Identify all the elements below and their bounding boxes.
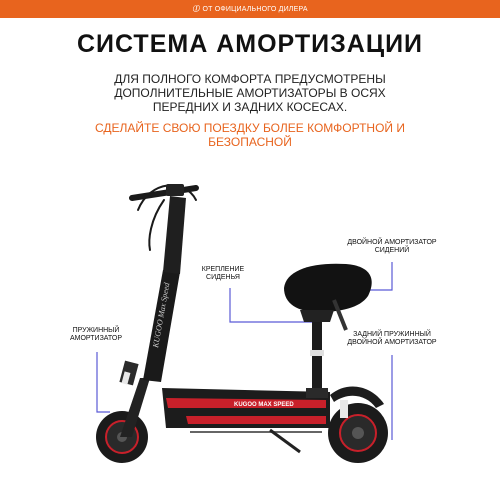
rear-wheel bbox=[328, 403, 388, 463]
top-banner bbox=[0, 0, 500, 18]
deck-brand-text: KUGOO MAX SPEED bbox=[234, 402, 294, 408]
spring-line bbox=[97, 352, 110, 412]
callout-spring-shock: ПРУЖИННЫЙ АМОРТИЗАТОР bbox=[69, 327, 123, 342]
callout-dual-seat-shock: ДВОЙНОЙ АМОРТИЗАТОР СИДЕНИЙ bbox=[347, 239, 437, 254]
steering-stem bbox=[143, 196, 186, 382]
deck bbox=[162, 388, 330, 432]
dealer-logo-icon: ⓛ bbox=[192, 6, 200, 13]
seat bbox=[284, 264, 372, 330]
accent-text: СДЕЛАЙТЕ СВОЮ ПОЕЗДКУ БОЛЕЕ КОМФОРТНОЙ И БЕЗОПАСНОЙ bbox=[95, 121, 405, 149]
stem-brand-text: KUGOO Max Speed bbox=[151, 282, 172, 349]
callout-rear-spring-shock: ЗАДНИЙ ПРУЖИННЫЙ ДВОЙНОЙ АМОРТИЗАТОР bbox=[347, 331, 437, 346]
description-text: ДЛЯ ПОЛНОГО КОМФОРТА ПРЕДУСМОТРЕНЫ ДОПОЛНИТЕЛЬНЫЕ АМОРТИЗАТОРЫ В ОСЯХ ПЕРЕДНИХ И ЗАДНИХ КОСЕСАХ. bbox=[114, 72, 386, 114]
callout-seat-mount: КРЕПЛЕНИЕ СИДЕНЬЯ bbox=[201, 266, 245, 281]
kickstand bbox=[270, 430, 300, 452]
handlebar bbox=[132, 185, 196, 250]
banner-text: ОТ ОФИЦИАЛЬНОГО ДИЛЕРА bbox=[202, 5, 308, 13]
seat-post bbox=[306, 318, 328, 398]
display-panel bbox=[166, 184, 184, 196]
page-title: СИСТЕМА АМОРТИЗАЦИИ bbox=[76, 30, 424, 58]
